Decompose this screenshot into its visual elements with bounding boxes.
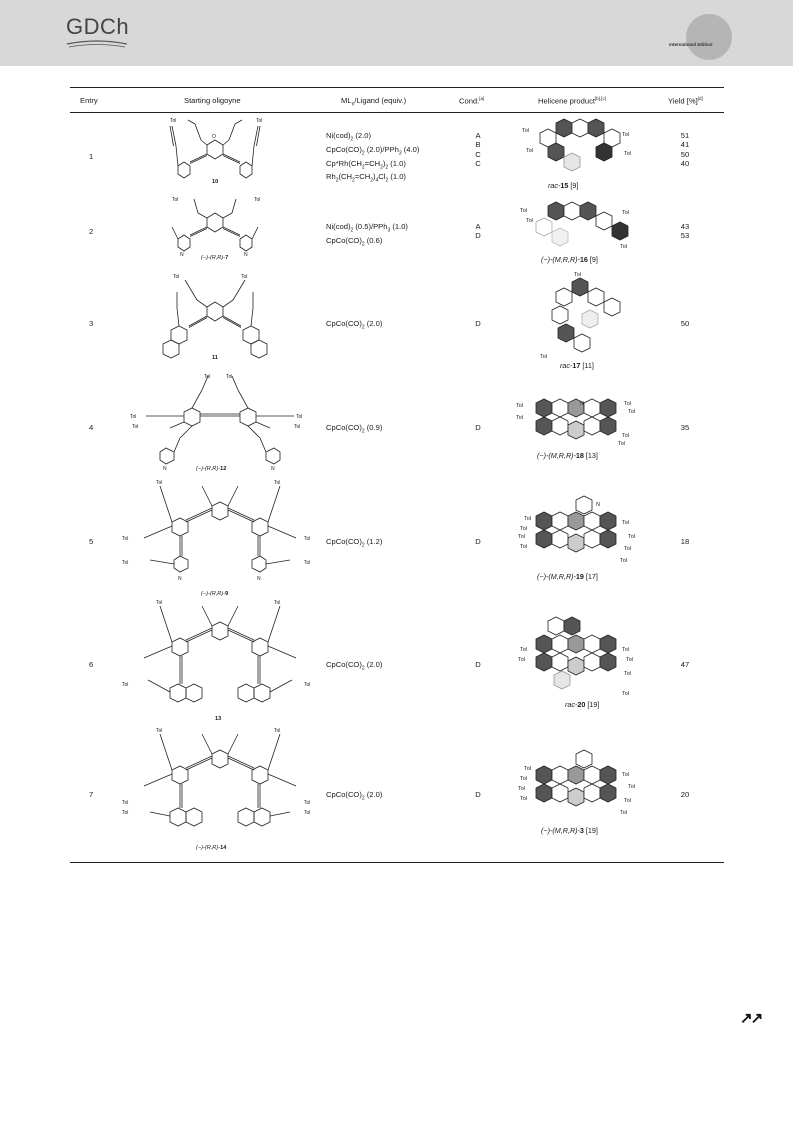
tol-label: Tol [628, 409, 636, 415]
edition-label: International Edition [669, 42, 713, 47]
oligoyne-14-structure [120, 728, 320, 844]
tol-label: Tol [520, 208, 528, 214]
condition-list [471, 423, 485, 432]
product-number: 17 [572, 361, 581, 370]
yield-value: 18 [680, 537, 690, 546]
tol-label: Tol [156, 728, 163, 734]
product-header-text: Helicene product [538, 96, 595, 106]
n-label: N [580, 401, 584, 407]
product-ref: [9] [568, 181, 579, 190]
yield-value: 53 [680, 231, 690, 241]
compound-prefix: (−)-(R,R)- [196, 845, 221, 851]
condition-value: D [475, 319, 481, 328]
tol-label: Tol [624, 151, 632, 157]
yield-list [678, 537, 692, 546]
n-label: N [180, 252, 184, 257]
reagent-list [326, 423, 382, 437]
yield-value: 43 [680, 222, 690, 231]
yield-value: 47 [680, 660, 690, 669]
n-label: N [163, 466, 167, 472]
compound-number: 10 [212, 179, 219, 185]
product-ref: [17] [583, 572, 598, 581]
condition-value: D [475, 537, 481, 546]
tol-label: Tol [122, 810, 129, 816]
tol-label: Tol [518, 657, 526, 663]
tol-label: Tol [170, 118, 177, 124]
tol-label: Tol [130, 414, 137, 420]
condition-list [471, 660, 485, 669]
tol-label: Tol [172, 197, 179, 203]
tol-label: Tol [122, 800, 129, 806]
tol-label: Tol [622, 647, 630, 653]
product-prefix: rac- [560, 361, 573, 370]
reagent-line: $CpCo(CO)_2$ (0.6) [326, 235, 383, 248]
yield-value: 40 [680, 158, 690, 168]
col-reagent-header [341, 96, 406, 108]
reagent-line: $CpCo(CO)_2$ (2.0) [326, 790, 383, 802]
tol-label: Tol [518, 534, 526, 540]
reagent-line: $Rh_2(CH_2=CH_2)_4Cl_2$ (1.0) [326, 172, 406, 184]
tol-label: Tol [294, 424, 301, 430]
product-number: 16 [579, 255, 588, 264]
condition-value: D [475, 231, 481, 241]
product-prefix: (−)-(M,R,R)- [541, 255, 580, 264]
gdch-logo-text: GDCh [66, 14, 130, 39]
entry-number: 7 [89, 790, 94, 799]
col-yield-header [668, 96, 703, 106]
reagent-list [326, 131, 419, 186]
reagent-list [326, 319, 382, 333]
tol-label: Tol [520, 776, 528, 782]
compound-number: 11 [212, 355, 218, 361]
yield-list [678, 131, 692, 168]
product-label [548, 181, 578, 190]
reagent-list [326, 660, 382, 674]
condition-value: C [475, 149, 481, 159]
continue-arrows-icon: ↗↗ [740, 1010, 762, 1027]
entry-number: 3 [89, 319, 94, 328]
product-number: 15 [560, 181, 569, 190]
helicene-15-structure [518, 117, 638, 179]
tol-label: Tol [304, 560, 311, 566]
col-product-header [538, 96, 606, 106]
tol-label: Tol [520, 796, 528, 802]
tol-label: Tol [622, 132, 630, 138]
reagent-list [326, 222, 408, 250]
tol-label: Tol [156, 480, 163, 486]
reagent-line: $CpCo(CO)_2$ (2.0)/PPh$_3$ (4.0) [326, 144, 420, 157]
product-prefix: (−)-(M,R,R)- [537, 572, 576, 581]
reagent-n-subscript: n [351, 101, 355, 108]
tol-label: Tol [304, 800, 311, 806]
entry-number: 6 [89, 660, 94, 669]
table-top-rule [70, 87, 724, 88]
product-number: 19 [575, 572, 584, 581]
oligoyne-7-structure [160, 195, 270, 257]
product-prefix: rac- [565, 700, 578, 709]
product-label [565, 700, 599, 709]
tol-label: Tol [626, 657, 634, 663]
tol-label: Tol [132, 424, 139, 430]
reagent-list [326, 537, 382, 551]
reagent-list [326, 790, 382, 804]
compound-label [196, 466, 226, 472]
edition-badge-icon [686, 14, 732, 60]
condition-list [471, 537, 485, 546]
tol-label: Tol [520, 647, 528, 653]
compound-number: 9 [225, 591, 229, 597]
condition-list [471, 131, 485, 168]
yield-value: 20 [680, 790, 690, 799]
n-label: N [178, 576, 182, 582]
condition-value: D [475, 790, 481, 799]
tol-label: Tol [622, 691, 630, 697]
tol-label: Tol [620, 244, 628, 250]
tol-label: Tol [622, 433, 630, 439]
tol-label: Tol [256, 118, 263, 124]
n-label: N [596, 502, 600, 508]
col-oligoyne-header: Starting oligoyne [184, 96, 241, 105]
oligoyne-12-structure [130, 372, 310, 472]
yield-value: 41 [680, 140, 690, 150]
tol-label: Tol [274, 728, 281, 734]
yield-list [678, 790, 692, 799]
condition-list [471, 790, 485, 799]
tol-label: Tol [122, 536, 129, 542]
entry-number: 5 [89, 537, 94, 546]
condition-value: C [475, 158, 481, 168]
tol-label: Tol [524, 766, 532, 772]
product-prefix: (−)-(M,R,R)- [537, 451, 576, 460]
logo-swoosh-icon [66, 39, 128, 49]
compound-prefix: (−)-(R,R)- [196, 466, 221, 472]
reagent-line: $Ni(cod)_2$ (2.0) [326, 131, 371, 143]
tol-label: Tol [304, 536, 311, 542]
compound-label [201, 255, 228, 261]
compound-number: 13 [215, 716, 222, 722]
tol-label: Tol [620, 558, 628, 564]
condition-value: D [475, 660, 481, 669]
entry-number: 2 [89, 227, 94, 236]
product-number: 3 [579, 826, 584, 835]
tol-label: Tol [296, 414, 303, 420]
tol-label: Tol [526, 218, 534, 224]
helicene-16-structure [518, 198, 638, 250]
tol-label: Tol [122, 682, 129, 688]
product-label [537, 451, 598, 460]
compound-label [212, 355, 218, 361]
compound-prefix: (−)-(R,R)- [201, 255, 226, 261]
reagent-ml-text: ML [341, 96, 352, 105]
o-label: O [212, 134, 216, 140]
compound-number: 14 [220, 845, 227, 851]
condition-list [471, 319, 485, 328]
oligoyne-11-structure [155, 268, 275, 360]
product-number: 18 [575, 451, 584, 460]
tol-label: Tol [226, 374, 233, 380]
tol-label: Tol [520, 526, 528, 532]
tol-label: Tol [274, 480, 281, 486]
helicene-17-structure [538, 270, 628, 362]
tol-label: Tol [622, 772, 630, 778]
product-ref: [11] [580, 361, 594, 370]
cond-footnote: [a] [479, 96, 485, 101]
yield-value: 50 [680, 319, 690, 328]
tol-label: Tol [524, 516, 532, 522]
tol-label: Tol [204, 374, 211, 380]
yield-list [678, 319, 692, 328]
tol-label: Tol [620, 810, 628, 816]
entry-number: 1 [89, 152, 94, 161]
col-cond-header [459, 96, 484, 106]
tol-label: Tol [624, 671, 632, 677]
oligoyne-9-structure [120, 480, 320, 592]
tol-label: Tol [624, 401, 632, 407]
compound-number: 7 [225, 255, 229, 261]
helicene-3-structure [514, 748, 642, 820]
tol-label: Tol [526, 148, 534, 154]
condition-list [471, 222, 485, 241]
tol-label: Tol [628, 534, 636, 540]
helicene-18-structure [514, 393, 642, 449]
compound-label [215, 716, 221, 722]
tol-label: Tol [122, 560, 129, 566]
product-number: 20 [577, 700, 586, 709]
tol-label: Tol [516, 403, 524, 409]
reagent-line: $Cp*Rh(CH_2=CH_2)_2$ (1.0) [326, 158, 406, 171]
tol-label: Tol [628, 784, 636, 790]
yield-list [678, 660, 692, 669]
reagent-line: $CpCo(CO)_2$ (2.0) [326, 319, 383, 331]
tol-label: Tol [574, 272, 582, 278]
product-ref: [9] [587, 255, 598, 264]
yield-value: 35 [680, 423, 690, 432]
product-footnote: [b],[c] [595, 96, 607, 101]
oligoyne-10-structure [160, 116, 270, 188]
reagent-ligand-text: /Ligand (equiv.) [354, 96, 407, 105]
tol-label: Tol [622, 520, 630, 526]
table-header-rule [70, 112, 724, 113]
reagent-line: $CpCo(CO)_2$ (0.9) [326, 423, 383, 435]
condition-value: D [475, 423, 481, 432]
compound-label [201, 591, 228, 597]
tol-label: Tol [274, 600, 281, 606]
helicene-19-structure [514, 494, 642, 566]
n-label: N [257, 576, 261, 582]
compound-label [196, 845, 226, 851]
tol-label: Tol [522, 128, 530, 134]
product-label [537, 572, 598, 581]
condition-value: A [475, 131, 481, 140]
oligoyne-13-structure [120, 600, 320, 718]
tol-label: Tol [540, 354, 548, 360]
product-label [541, 255, 598, 264]
compound-label [212, 179, 218, 185]
compound-number: 12 [220, 466, 227, 472]
tol-label: Tol [624, 546, 632, 552]
n-label: N [244, 252, 248, 257]
journal-header [0, 0, 793, 66]
yield-list [678, 222, 692, 241]
reagent-line: $CpCo(CO)_2$ (1.2) [326, 537, 383, 549]
entry-number: 4 [89, 423, 94, 432]
product-label [541, 826, 598, 835]
product-label [560, 361, 594, 370]
col-entry-header: Entry [80, 96, 98, 105]
tol-label: Tol [156, 600, 163, 606]
product-ref: [19] [585, 700, 600, 709]
yield-header-text: Yield [%] [668, 96, 698, 106]
product-ref: [19] [583, 826, 598, 835]
reagent-line: $CpCo(CO)_2$ (2.0) [326, 660, 383, 672]
helicene-20-structure [514, 615, 642, 697]
tol-label: Tol [624, 798, 632, 804]
n-label: N [271, 466, 275, 472]
tol-label: Tol [304, 810, 311, 816]
product-prefix: rac- [548, 181, 561, 190]
table-bottom-rule [70, 862, 724, 863]
tol-label: Tol [622, 210, 630, 216]
product-ref: [13] [583, 451, 598, 460]
yield-value: 51 [680, 131, 690, 140]
tol-label: Tol [241, 274, 248, 280]
yield-list [678, 423, 692, 432]
tol-label: Tol [518, 786, 526, 792]
product-prefix: (−)-(M,R,R)- [541, 826, 580, 835]
yield-footnote: [d] [697, 96, 703, 101]
compound-prefix: (−)-(R,R)- [201, 591, 226, 597]
tol-label: Tol [254, 197, 261, 203]
tol-label: Tol [520, 544, 528, 550]
tol-label: Tol [618, 441, 626, 447]
condition-value: A [475, 222, 481, 231]
cond-header-text: Cond. [459, 96, 480, 106]
condition-value: B [475, 140, 481, 150]
tol-label: Tol [516, 415, 524, 421]
tol-label: Tol [173, 274, 180, 280]
reagent-line: $Ni(cod)_2$ (0.5)/PPh$_3$ (1.0) [326, 222, 408, 234]
tol-label: Tol [304, 682, 311, 688]
gdch-logo [66, 16, 129, 49]
yield-value: 50 [680, 149, 690, 159]
